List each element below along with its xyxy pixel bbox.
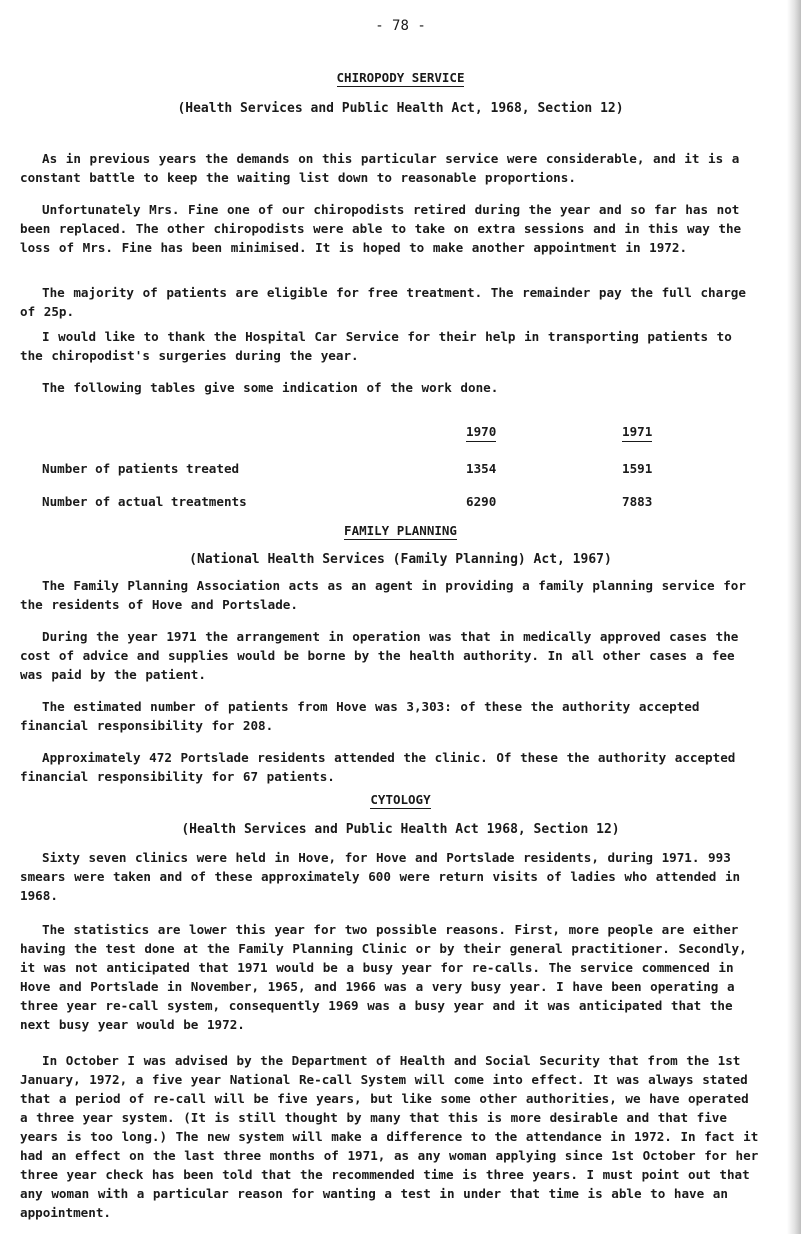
cytology-subtitle: (Health Services and Public Health Act 1968, Section 12) [181,822,620,837]
chiropody-title-text: CHIROPODY SERVICE [336,70,465,85]
chiropody-subtitle: (Health Services and Public Health Act, 1968, Section 12) [177,101,624,116]
patients-treated-1971: 1591 [622,461,653,476]
cytology-paragraph-3: In October I was advised by the Department of Health and Social Security that from the 1st January, 1972, a five year National Re-call System will come into effect. It was always stated that a period of re-call will be five years, but like some other authorities, we have operated a three year system. (It is still thought by many that this is more desirable and that five years is too long.) The new system will make a difference to the attendance in 1972. In fact it had an effect on the last three months of 1971, as any woman applying since 1st October for her three year check has been told that the recommended time is three years. I must point out that any woman with a particular reason for wanting a test in under that time is able to have an appointment. [20,1053,759,1220]
cytology-title [0,792,801,807]
chiropody-paragraph-5: The following tables give some indication of the work done. [42,380,499,395]
chiropody-title [0,70,801,85]
table-row [0,461,801,481]
actual-treatments-1970: 6290 [466,494,497,509]
chiropody-paragraph-4: I would like to thank the Hospital Car Service for their help in transporting patients to the chiropodist's surgeries during the year. [20,329,732,363]
year-1971-header: 1971 [622,424,652,442]
chiropody-paragraph-3: The majority of patients are eligible for free treatment. The remainder pay the full charge of 25p. [20,285,746,319]
family-planning-paragraph-2: During the year 1971 the arrangement in operation was that in medically approved cases the cost of advice and supplies would be borne by the health authority. In all other cases a fee was paid by the patient. [20,629,739,682]
cytology-paragraph-2: The statistics are lower this year for two possible reasons. First, more people are either having the test done at the Family Planning Clinic or by their general practitioner. Secondly, it was not anticipated that 1971 would be a busy year for re-calls. The service commenced in Hove and Portslade in November, 1965, and 1966 was a very busy year. I have been operating a three year re-call system, consequently 1969 was a busy year and it was anticipated that the next busy year would be 1972. [20,922,747,1032]
family-planning-paragraph-4: Approximately 472 Portslade residents attended the clinic. Of these the authority accepted financial responsibility for 67 patients. [20,750,736,784]
year-1970-header: 1970 [466,424,496,442]
row-label-patients-treated: Number of patients treated [42,461,240,476]
chiropody-paragraph-2: Unfortunately Mrs. Fine one of our chiropodists retired during the year and so far has not been replaced. The other chiropodists were able to take on extra sessions and in this way the loss of Mrs. Fine has been minimised. It is hoped to make another appointment in 1972. [20,202,742,255]
family-planning-title [0,523,801,538]
cytology-paragraph-1: Sixty seven clinics were held in Hove, for Hove and Portslade residents, during 1971. 993 smears were taken and of these approximately 600 were return visits of ladies who attended in 1968. [20,850,741,903]
family-planning-paragraph-1: The Family Planning Association acts as an agent in providing a family planning service for the residents of Hove and Portslade. [20,578,746,612]
page-number: - 78 - [375,18,426,34]
family-planning-title-text: FAMILY PLANNING [344,523,457,538]
work-table-header [0,424,801,444]
chiropody-paragraph-1: As in previous years the demands on this particular service were considerable, and it is a constant battle to keep the waiting list down to reasonable proportions. [20,151,740,185]
family-planning-paragraph-3: The estimated number of patients from Hove was 3,303: of these the authority accepted financial responsibility for 208. [20,699,700,733]
cytology-title-text: CYTOLOGY [370,792,431,807]
family-planning-subtitle: (National Health Services (Family Planning) Act, 1967) [189,552,612,567]
actual-treatments-1971: 7883 [622,494,653,509]
page-edge-shadow [787,0,801,1234]
table-row [0,494,801,514]
patients-treated-1970: 1354 [466,461,497,476]
row-label-actual-treatments: Number of actual treatments [42,494,247,509]
